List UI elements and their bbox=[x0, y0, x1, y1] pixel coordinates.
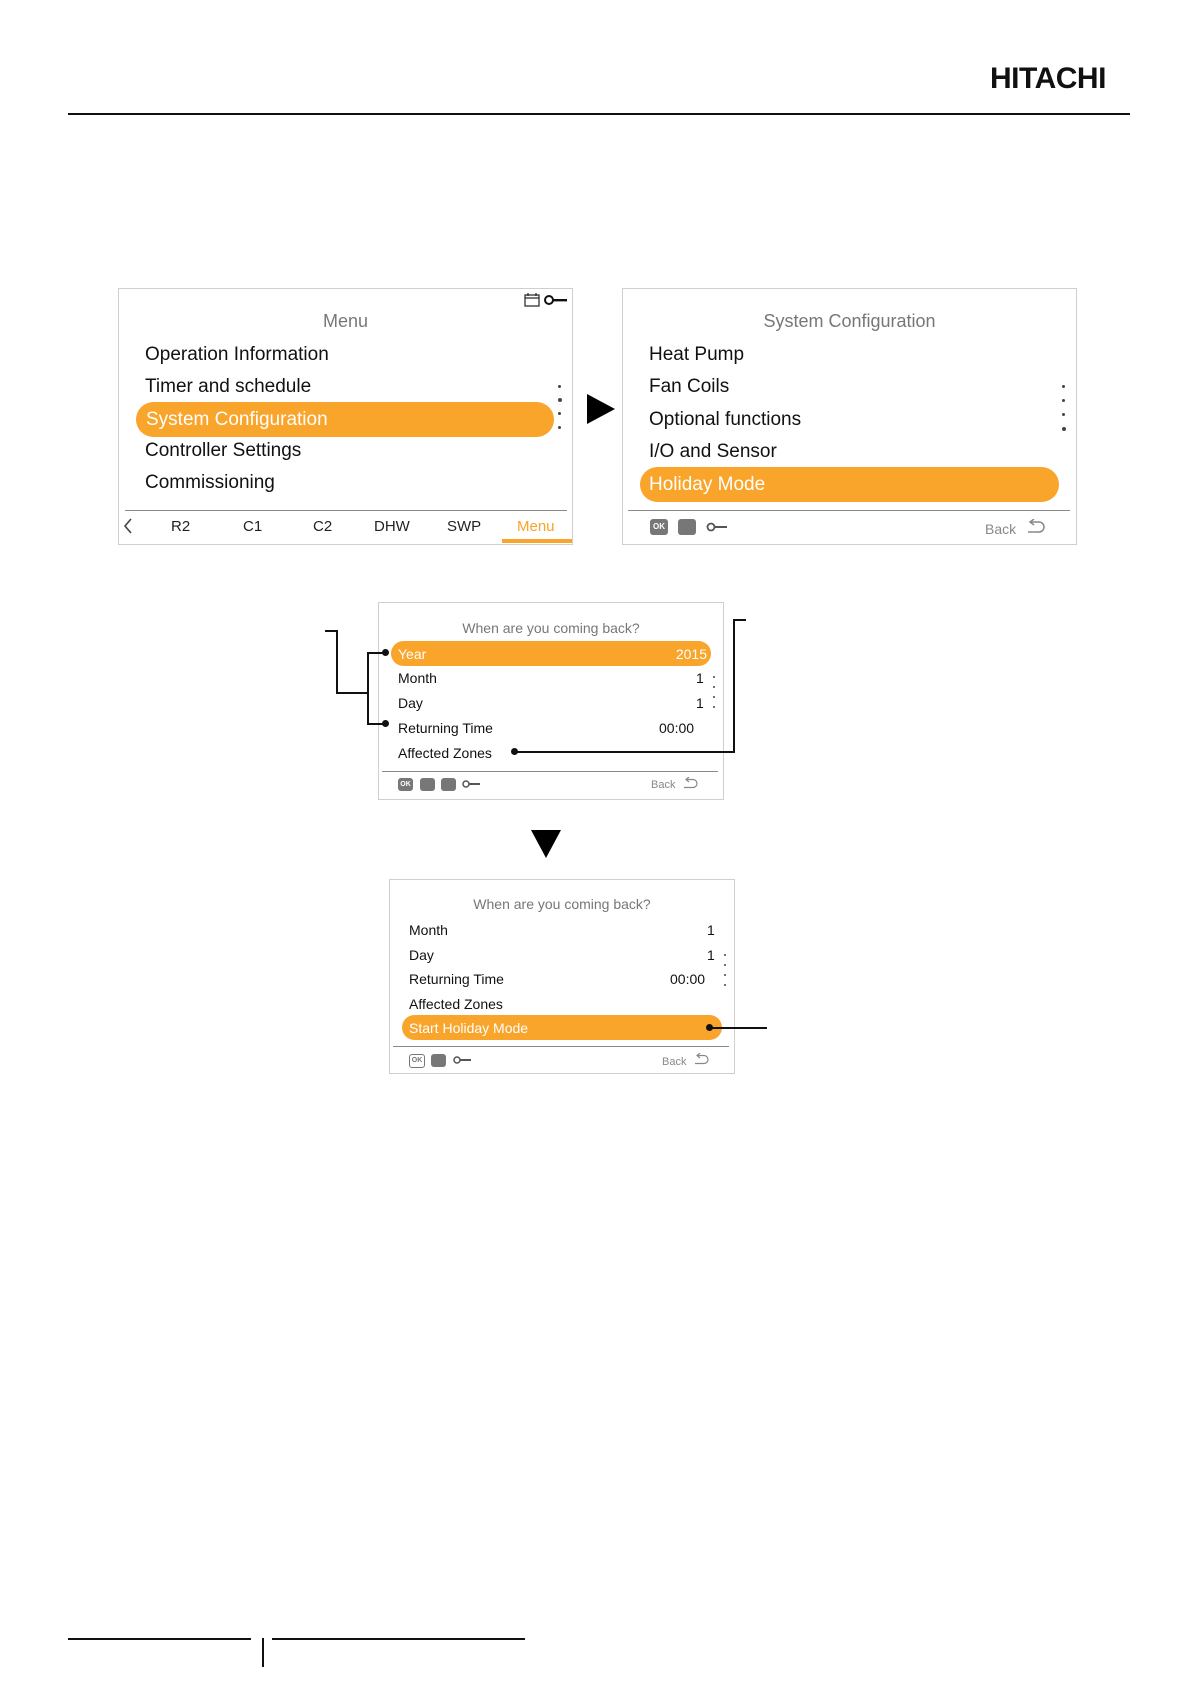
sysconf-item-holiday-mode-label: Holiday Mode bbox=[649, 474, 766, 495]
holiday-row-month-label[interactable]: Month bbox=[398, 670, 437, 686]
holiday-row-month-value[interactable]: 1 bbox=[696, 670, 704, 686]
chevron-left-icon[interactable] bbox=[122, 517, 134, 535]
menu-item-controller-settings[interactable]: Controller Settings bbox=[145, 440, 302, 461]
tab-r2[interactable]: R2 bbox=[171, 518, 191, 535]
holiday-start-title: When are you coming back? bbox=[473, 896, 651, 912]
back-arrow-icon[interactable] bbox=[693, 1053, 709, 1066]
holiday2-row-month-label[interactable]: Month bbox=[409, 922, 448, 938]
holiday2-row-month-value[interactable]: 1 bbox=[707, 922, 715, 938]
callout-line bbox=[514, 751, 735, 753]
up-down-icon[interactable] bbox=[678, 519, 696, 535]
holiday-date-bottom-separator bbox=[382, 771, 718, 772]
wrench-icon[interactable] bbox=[706, 521, 728, 533]
system-configuration-title: System Configuration bbox=[763, 311, 936, 331]
menu-title: Menu bbox=[322, 311, 369, 331]
holiday-row-year-label: Year bbox=[398, 646, 427, 662]
callout-line bbox=[336, 630, 338, 693]
holiday2-row-start-holiday-mode[interactable] bbox=[402, 1015, 722, 1040]
arrow-down-icon bbox=[531, 830, 561, 858]
holiday2-row-day-label[interactable]: Day bbox=[409, 947, 434, 963]
sysconf-item-holiday-mode[interactable] bbox=[640, 467, 1059, 502]
sysconf-bottom-separator bbox=[628, 510, 1070, 511]
callout-line bbox=[710, 1027, 767, 1029]
ok-button-icon[interactable]: OK bbox=[398, 778, 413, 791]
up-down-icon[interactable] bbox=[431, 1054, 446, 1067]
callout-line bbox=[733, 619, 746, 621]
menu-item-operation-information[interactable]: Operation Information bbox=[145, 344, 329, 365]
holiday-row-returning-time-value[interactable]: 00:00 bbox=[659, 720, 695, 736]
holiday-start-bottom-separator bbox=[393, 1046, 729, 1047]
callout-line bbox=[733, 619, 735, 753]
header-rule bbox=[68, 113, 1130, 115]
sysconf-item-fan-coils[interactable]: Fan Coils bbox=[649, 376, 730, 397]
sysconf-item-optional-functions[interactable]: Optional functions bbox=[649, 409, 802, 430]
wrench-icon[interactable] bbox=[453, 1055, 471, 1065]
holiday2-row-returning-time-value[interactable]: 00:00 bbox=[670, 971, 706, 987]
holiday-date-title: When are you coming back? bbox=[462, 620, 640, 636]
sysconf-item-io-sensor[interactable]: I/O and Sensor bbox=[649, 441, 777, 462]
tab-menu-underline bbox=[502, 539, 572, 543]
tab-menu[interactable]: Menu bbox=[517, 518, 555, 535]
menu-item-system-configuration-label: System Configuration bbox=[146, 409, 328, 430]
up-down-icon[interactable] bbox=[420, 778, 435, 791]
callout-line bbox=[367, 652, 369, 724]
back-label[interactable]: Back bbox=[651, 779, 676, 791]
ok-button-icon[interactable]: OK bbox=[650, 519, 668, 535]
holiday-row-affected-zones-label[interactable]: Affected Zones bbox=[398, 745, 492, 761]
holiday2-row-day-value[interactable]: 1 bbox=[707, 947, 715, 963]
holiday-row-year-value: 2015 bbox=[675, 646, 707, 662]
tab-dhw[interactable]: DHW bbox=[374, 518, 410, 535]
menu-item-system-configuration[interactable] bbox=[136, 402, 554, 437]
menu-tab-separator bbox=[125, 510, 567, 511]
tab-c2[interactable]: C2 bbox=[313, 518, 333, 535]
back-label[interactable]: Back bbox=[985, 521, 1017, 537]
footer-rule-right bbox=[272, 1638, 525, 1640]
hitachi-logo: HITACHI bbox=[990, 62, 1106, 95]
menu-item-timer-schedule[interactable]: Timer and schedule bbox=[145, 376, 312, 397]
callout-bullet bbox=[382, 720, 389, 727]
footer-rule-left bbox=[68, 1638, 251, 1640]
back-arrow-icon[interactable] bbox=[682, 777, 698, 790]
back-arrow-icon[interactable] bbox=[1025, 519, 1045, 535]
holiday-row-year[interactable] bbox=[391, 641, 711, 666]
holiday2-row-returning-time-label[interactable]: Returning Time bbox=[409, 971, 504, 987]
left-right-icon[interactable] bbox=[441, 778, 456, 791]
arrow-right-icon bbox=[587, 394, 615, 424]
holiday2-row-affected-zones-label[interactable]: Affected Zones bbox=[409, 996, 503, 1012]
holiday-row-day-label[interactable]: Day bbox=[398, 695, 423, 711]
callout-bullet bbox=[382, 649, 389, 656]
holiday2-row-start-holiday-mode-label: Start Holiday Mode bbox=[409, 1020, 529, 1036]
holiday-row-day-value[interactable]: 1 bbox=[696, 695, 704, 711]
wrench-icon[interactable] bbox=[462, 779, 480, 789]
callout-line bbox=[336, 692, 368, 694]
tab-swp[interactable]: SWP bbox=[447, 518, 482, 535]
callout-bullet bbox=[511, 748, 518, 755]
back-label[interactable]: Back bbox=[662, 1056, 687, 1068]
wrench-icon bbox=[544, 294, 568, 306]
footer-divider bbox=[262, 1638, 264, 1667]
menu-item-commissioning[interactable]: Commissioning bbox=[145, 472, 275, 493]
sysconf-item-heat-pump[interactable]: Heat Pump bbox=[649, 344, 745, 365]
calendar-icon bbox=[524, 293, 540, 307]
ok-button-icon[interactable]: OK bbox=[409, 1054, 425, 1068]
tab-c1[interactable]: C1 bbox=[243, 518, 263, 535]
holiday-row-returning-time-label[interactable]: Returning Time bbox=[398, 720, 493, 736]
